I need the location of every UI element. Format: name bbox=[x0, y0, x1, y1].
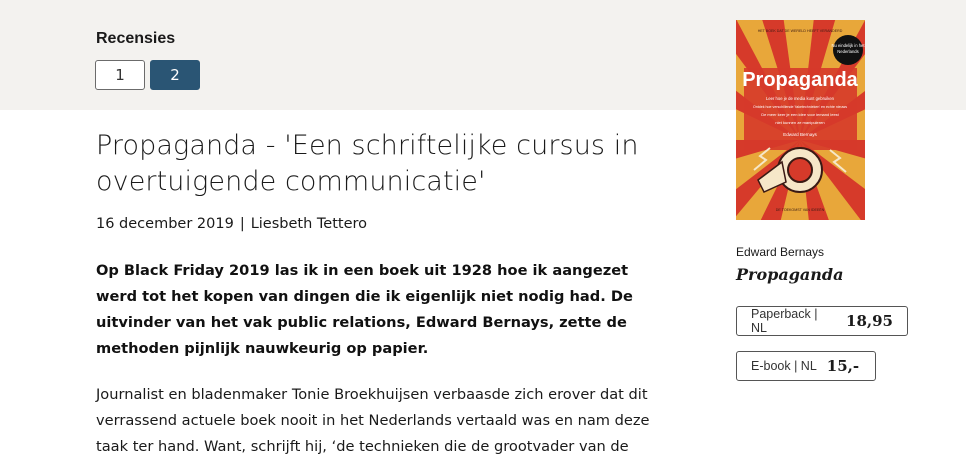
article-author[interactable]: Liesbeth Tettero bbox=[250, 216, 368, 232]
cover-bottom-line: DE TOEKOMST VAN IDEEËN bbox=[775, 208, 825, 212]
article-date: 16 december 2019 bbox=[96, 216, 234, 232]
reviews-pagination bbox=[95, 60, 200, 90]
article-lead: Op Black Friday 2019 las ik in een boek uit 1928 hoe ik aangezet werd tot het kopen van dingen die ik eigenlijk niet nodig had. De uitvinder van het vak public relations, Edward Bernays, zette de methoden pijnlijk nauwkeurig op papier. bbox=[96, 262, 633, 357]
cover-tagline-2: Ontdek hoe verschillende 'faketechnieken' en echte nieuws bbox=[752, 105, 848, 109]
cover-title: Propaganda bbox=[742, 69, 858, 91]
price-value: 15,- bbox=[826, 357, 860, 375]
book-title[interactable]: Propaganda bbox=[736, 265, 844, 284]
cover-tagline-3: De meer keer je een idee voor iemand leest bbox=[761, 112, 839, 117]
cover-tagline-1: Leer hoe je de media kunt gebruiken bbox=[766, 96, 834, 101]
buy-paperback-button[interactable] bbox=[736, 306, 908, 336]
article-body: Journalist en bladenmaker Tonie Broekhuijsen verbaasde zich erover dat dit verrassend actuele boek nooit in het Nederlands vertaald was en nam deze taak ter hand. Want, schrijft hij, ‘de technieken die de grootvader van de bbox=[96, 386, 650, 455]
book-cover-image[interactable] bbox=[736, 20, 865, 220]
price-value: 18,95 bbox=[846, 312, 893, 330]
cover-sticker-text-2: Nederlands bbox=[837, 49, 859, 54]
article-meta bbox=[96, 216, 656, 232]
reviews-heading: Recensies bbox=[96, 30, 176, 47]
article-title: Propaganda - 'Een schriftelijke cursus in overtuigende communicatie' bbox=[96, 130, 639, 197]
meta-separator: | bbox=[239, 216, 245, 232]
page-button-2[interactable]: 2 bbox=[150, 60, 200, 90]
format-label: Paperback | NL bbox=[751, 307, 818, 335]
cover-top-line: HET BOEK DAT DE WERELD HEEFT VERANDERD bbox=[757, 29, 843, 33]
cover-author: Edward Bernays bbox=[783, 132, 817, 137]
cover-tagline-4: niet kunnen ze manipuleren bbox=[775, 120, 825, 125]
format-label: E-book | NL bbox=[751, 359, 817, 373]
buy-ebook-button[interactable] bbox=[736, 351, 876, 381]
book-author[interactable]: Edward Bernays bbox=[736, 245, 825, 259]
page-button-1[interactable]: 1 bbox=[95, 60, 145, 90]
review-article bbox=[96, 128, 656, 460]
cover-sticker-text: Nu eindelijk in het bbox=[831, 43, 865, 48]
